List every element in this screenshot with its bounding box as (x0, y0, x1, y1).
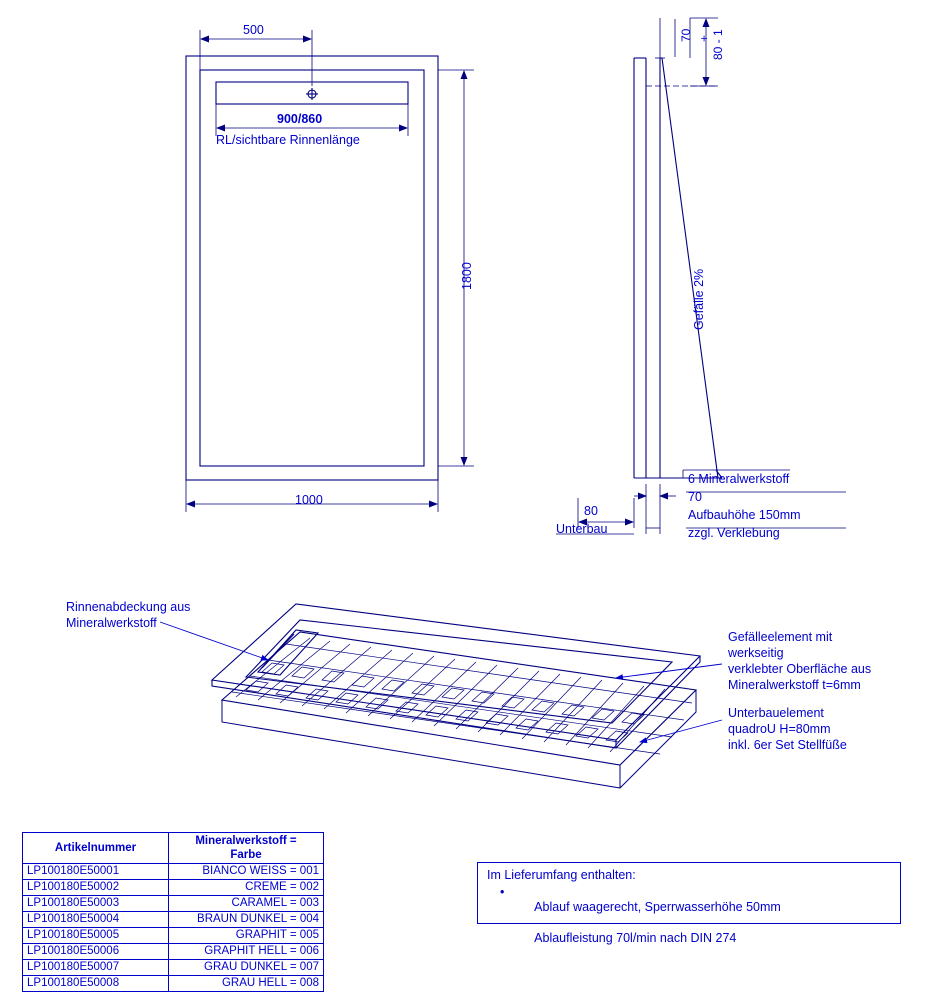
dim-500-label: 500 (243, 23, 264, 37)
cell-color: BIANCO WEISS = 001 (169, 864, 324, 880)
table-row (23, 912, 324, 928)
table-row (23, 928, 324, 944)
buildup-note-line1: Aufbauhöhe 150mm (688, 508, 801, 522)
table-row (23, 896, 324, 912)
delivery-scope-line2: Ablaufleistung 70l/min nach DIN 274 (534, 930, 737, 945)
cell-color: GRAU HELL = 008 (169, 976, 324, 992)
dim-80-label: 80 (584, 504, 598, 518)
slope-label: Gefälle 2% (692, 268, 706, 330)
dim-1800-label: 1800 (460, 262, 474, 290)
table-row (23, 976, 324, 992)
cell-article-number: LP100180E50004 (23, 912, 169, 928)
callout-substructure-line3: inkl. 6er Set Stellfüße (728, 738, 847, 752)
table-row (23, 960, 324, 976)
dim-70-bottom-label: 70 (688, 490, 702, 504)
delivery-scope-line1: Ablauf waagerecht, Sperrwasserhöhe 50mm (534, 899, 781, 914)
delivery-scope-box (477, 862, 901, 945)
cell-article-number: LP100180E50006 (23, 944, 169, 960)
cell-color: GRAU DUNKEL = 007 (169, 960, 324, 976)
substructure-label: Unterbau (556, 522, 608, 536)
cell-article-number: LP100180E50007 (23, 960, 169, 976)
table-body (23, 864, 324, 992)
dim-1000-label: 1000 (295, 493, 323, 507)
callout-slope-line3: verklebter Oberfläche aus (728, 662, 872, 676)
callout-slope-line4: Mineralwerkstoff t=6mm (728, 678, 861, 692)
delivery-scope-title: Im Lieferumfang enthalten: (487, 868, 636, 882)
callout-substructure-line2: quadroU H=80mm (728, 722, 831, 736)
callout-cover-line2: Mineralwerkstoff (66, 616, 157, 630)
callout-cover-line1: Rinnenabdeckung aus (66, 600, 191, 614)
dim-70-top-label: 70 (679, 28, 693, 42)
table-header-row (23, 833, 324, 864)
table-row (23, 864, 324, 880)
cell-color: GRAPHIT HELL = 006 (169, 944, 324, 960)
header-article-number: Artikelnummer (23, 833, 169, 864)
table-row (23, 880, 324, 896)
cell-article-number: LP100180E50008 (23, 976, 169, 992)
callout-slope-line1: Gefälleelement mit (728, 630, 833, 644)
cell-color: BRAUN DUNKEL = 004 (169, 912, 324, 928)
delivery-scope-text (514, 884, 781, 962)
dim-channel-label: 900/860 (277, 112, 323, 126)
cell-article-number: LP100180E50001 (23, 864, 169, 880)
callout-slope-line2: werkseitig (728, 646, 784, 660)
cell-color: CREME = 002 (169, 880, 324, 896)
mineral-note-label: 6 Mineralwerkstoff (688, 472, 790, 486)
cell-article-number: LP100180E50005 (23, 928, 169, 944)
article-number-table (22, 832, 324, 992)
dim-tolerance-label: 80 - 1 (711, 29, 725, 60)
header-material-color (169, 833, 324, 864)
bullet-icon: • (500, 885, 505, 899)
header-material-color-line1: Mineralwerkstoff = (195, 835, 297, 847)
buildup-note-line2: zzgl. Verklebung (688, 526, 780, 540)
cell-color: GRAPHIT = 005 (169, 928, 324, 944)
cell-article-number: LP100180E50003 (23, 896, 169, 912)
cell-color: CARAMEL = 003 (169, 896, 324, 912)
callout-substructure-line1: Unterbauelement (728, 706, 824, 720)
table-row (23, 944, 324, 960)
cell-article-number: LP100180E50002 (23, 880, 169, 896)
header-material-color-line2: Farbe (230, 849, 262, 861)
dim-tolerance-plus-label: + (697, 34, 711, 42)
channel-note-label: RL/sichtbare Rinnenlänge (216, 133, 360, 147)
